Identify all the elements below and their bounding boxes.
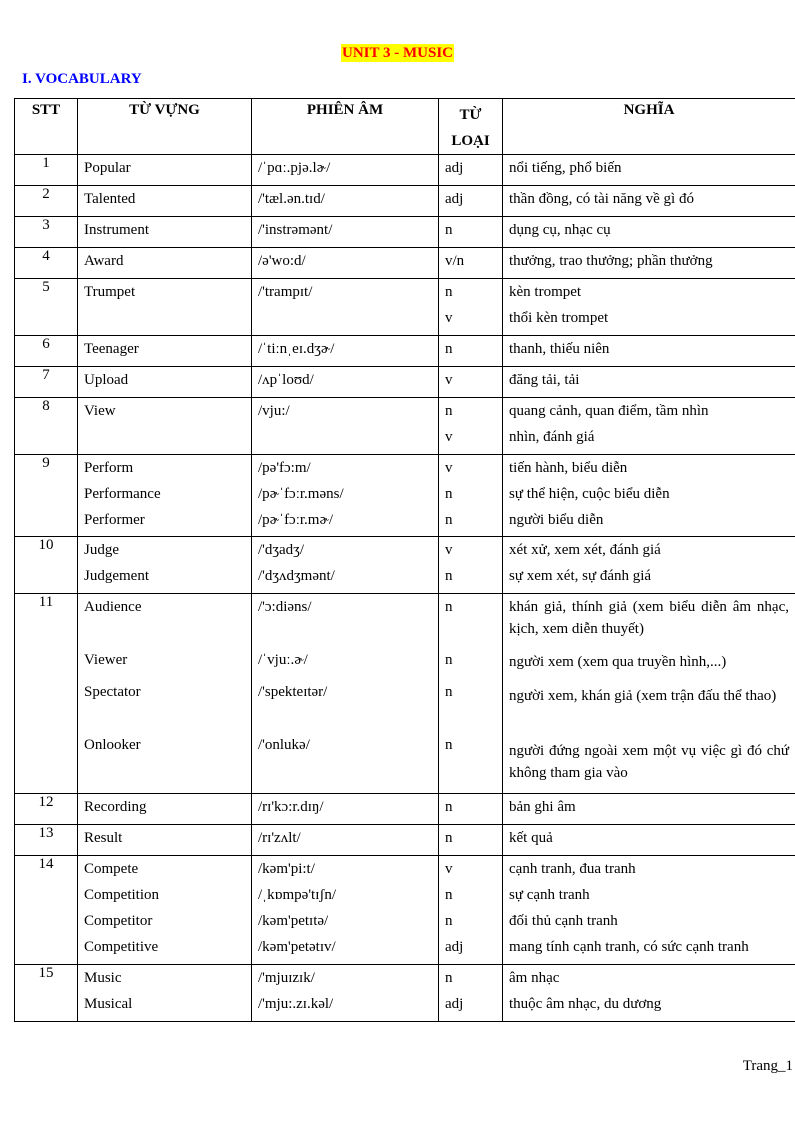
entry-meaning: mang tính cạnh tranh, có sức cạnh tranh — [509, 939, 749, 955]
header-type-line1: TỪ — [459, 107, 482, 123]
word-cell — [78, 367, 252, 398]
type-cell — [439, 155, 503, 186]
entry-word: Compete — [84, 861, 139, 877]
entry-meaning: bản ghi âm — [509, 799, 576, 815]
entry-type: n — [445, 486, 453, 502]
meaning-cell — [503, 537, 795, 594]
word-cell — [78, 155, 252, 186]
word-cell — [78, 336, 252, 367]
entry-meaning: đăng tải, tải — [509, 372, 580, 388]
row-number: 12 — [15, 794, 78, 825]
entry-meaning: sự thể hiện, cuộc biểu diễn — [509, 486, 670, 502]
entry-type: v — [445, 310, 453, 326]
section-heading: I. VOCABULARY — [22, 71, 142, 87]
entry-type: v — [445, 460, 453, 476]
entry-word: Competitive — [84, 939, 159, 955]
word-cell — [78, 398, 252, 455]
type-cell — [439, 186, 503, 217]
meaning-cell — [503, 455, 795, 537]
entry-type: n — [445, 568, 453, 584]
word-cell — [78, 825, 252, 856]
row-number: 14 — [15, 856, 78, 965]
phonetic-cell — [252, 965, 439, 1022]
entry-type: v — [445, 861, 453, 877]
type-cell — [439, 248, 503, 279]
entry-ipa: /kəm'pi:t/ — [258, 861, 315, 877]
row-number: 13 — [15, 825, 78, 856]
table-row — [15, 856, 795, 965]
entry-meaning: dụng cụ, nhạc cụ — [509, 222, 611, 238]
entry-meaning: đối thủ cạnh tranh — [509, 913, 618, 929]
entry-ipa: /kəm'petətɪv/ — [258, 939, 336, 955]
entry-type: n — [445, 970, 453, 986]
entry-word: Trumpet — [84, 284, 136, 300]
phonetic-cell — [252, 398, 439, 455]
word-cell — [78, 794, 252, 825]
entry-ipa: /ˌkɒmpə'tɪʃn/ — [258, 887, 337, 903]
row-number: 1 — [15, 155, 78, 186]
table-row — [15, 336, 795, 367]
entry-ipa: /pɚˈfɔːr.məns/ — [258, 486, 344, 502]
entry-word: Performance — [84, 486, 161, 502]
header-row — [15, 99, 795, 155]
table-row — [15, 537, 795, 594]
entry-meaning: quang cảnh, quan điểm, tầm nhìn — [509, 403, 709, 419]
entry-word: Music — [84, 970, 122, 986]
meaning-cell — [503, 186, 795, 217]
row-number: 15 — [15, 965, 78, 1022]
entry-ipa: /'dʒʌdʒmənt/ — [258, 568, 335, 584]
entry-word: Talented — [84, 191, 136, 207]
type-cell — [439, 336, 503, 367]
type-cell — [439, 398, 503, 455]
phonetic-cell — [252, 594, 439, 794]
entry-meaning: kết quả — [509, 830, 553, 846]
phonetic-cell — [252, 455, 439, 537]
phonetic-cell — [252, 794, 439, 825]
entry-word: Result — [84, 830, 123, 846]
entry-word: Upload — [84, 372, 129, 388]
entry-word: Musical — [84, 996, 133, 1012]
entry-type: adj — [445, 191, 464, 207]
phonetic-cell — [252, 155, 439, 186]
phonetic-cell — [252, 186, 439, 217]
table-row — [15, 248, 795, 279]
entry-ipa: /ˈtiːnˌeɪ.dʒɚ/ — [258, 341, 335, 357]
meaning-cell — [503, 155, 795, 186]
meaning-cell — [503, 825, 795, 856]
meaning-cell — [503, 794, 795, 825]
header-type — [439, 99, 503, 155]
entry-ipa: /rɪ'kɔ:r.dɪŋ/ — [258, 799, 324, 815]
type-cell — [439, 965, 503, 1022]
entry-type: adj — [445, 160, 464, 176]
entry-word: Perform — [84, 460, 134, 476]
vocabulary-table — [14, 98, 795, 1022]
entry-meaning: sự cạnh tranh — [509, 887, 590, 903]
entry-type: n — [445, 913, 453, 929]
phonetic-cell — [252, 248, 439, 279]
entry-type: n — [445, 652, 453, 668]
entry-meaning: nhìn, đánh giá — [509, 429, 595, 445]
table-row — [15, 825, 795, 856]
vocabulary-body — [15, 155, 795, 1022]
entry-type: v — [445, 429, 453, 445]
entry-meaning: âm nhạc — [509, 970, 560, 986]
entry-type: n — [445, 799, 453, 815]
entry-meaning: kèn trompet — [509, 284, 582, 300]
entry-ipa: /vju:/ — [258, 403, 290, 419]
entry-meaning: khán giả, thính giả (xem biểu diễn âm nhạc, kịch, xem diễn thuyết) — [509, 599, 789, 637]
meaning-cell — [503, 217, 795, 248]
word-cell — [78, 279, 252, 336]
entry-meaning: người xem (xem qua truyền hình,...) — [509, 654, 727, 670]
meaning-cell — [503, 279, 795, 336]
entry-ipa: /rɪ'zʌlt/ — [258, 830, 301, 846]
entry-type: n — [445, 599, 453, 615]
entry-ipa: /kəm'petɪtə/ — [258, 913, 329, 929]
entry-word: Competitor — [84, 913, 153, 929]
table-row — [15, 186, 795, 217]
entry-type: n — [445, 341, 453, 357]
phonetic-cell — [252, 217, 439, 248]
header-type-line2: LOẠI — [451, 133, 490, 149]
table-row — [15, 217, 795, 248]
type-cell — [439, 455, 503, 537]
word-cell — [78, 594, 252, 794]
entry-word: Judge — [84, 542, 119, 558]
title-container — [0, 44, 795, 63]
entry-ipa: /'instrəmənt/ — [258, 222, 333, 238]
table-row — [15, 794, 795, 825]
entry-ipa: /pə'fɔ:m/ — [258, 460, 311, 476]
type-cell — [439, 367, 503, 398]
entry-ipa: /'spekteɪtər/ — [258, 684, 328, 700]
type-cell — [439, 217, 503, 248]
header-word: TỪ VỰNG — [78, 99, 252, 155]
entry-meaning: người đứng ngoài xem một vụ việc gì đó chứ không tham gia vào — [509, 743, 789, 781]
entry-word: Onlooker — [84, 737, 141, 753]
word-cell — [78, 856, 252, 965]
entry-meaning: thưởng, trao thưởng; phần thưởng — [509, 253, 713, 269]
entry-ipa: /ˈvjuː.ɚ/ — [258, 652, 308, 668]
table-row — [15, 455, 795, 537]
entry-ipa: /'onlukə/ — [258, 737, 310, 753]
entry-meaning: thổi kèn trompet — [509, 310, 609, 326]
entry-type: n — [445, 684, 453, 700]
meaning-cell — [503, 594, 795, 794]
entry-meaning: thần đồng, có tài năng về gì đó — [509, 191, 694, 207]
phonetic-cell — [252, 856, 439, 965]
row-number: 3 — [15, 217, 78, 248]
entry-word: Performer — [84, 512, 145, 528]
row-number: 7 — [15, 367, 78, 398]
entry-word: Award — [84, 253, 124, 269]
meaning-cell — [503, 336, 795, 367]
header-meaning: NGHĨA — [503, 99, 795, 155]
entry-type: n — [445, 887, 453, 903]
row-number: 2 — [15, 186, 78, 217]
row-number: 8 — [15, 398, 78, 455]
entry-ipa: /ʌpˈloʊd/ — [258, 372, 314, 388]
type-cell — [439, 794, 503, 825]
entry-word: Recording — [84, 799, 147, 815]
word-cell — [78, 455, 252, 537]
word-cell — [78, 248, 252, 279]
row-number: 11 — [15, 594, 78, 794]
meaning-cell — [503, 367, 795, 398]
page-number: Trang_1 — [742, 1058, 793, 1074]
phonetic-cell — [252, 537, 439, 594]
entry-word: Instrument — [84, 222, 149, 238]
row-number: 5 — [15, 279, 78, 336]
meaning-cell — [503, 248, 795, 279]
phonetic-cell — [252, 367, 439, 398]
entry-meaning: người xem, khán giả (xem trận đấu thể thao) — [509, 688, 777, 704]
header-phonetic: PHIÊN ÂM — [252, 99, 439, 155]
entry-type: n — [445, 403, 453, 419]
entry-meaning: thanh, thiếu niên — [509, 341, 610, 357]
entry-ipa: /pɚˈfɔːr.mɚ/ — [258, 512, 334, 528]
entry-meaning: sự xem xét, sự đánh giá — [509, 568, 652, 584]
entry-word: Popular — [84, 160, 131, 176]
entry-word: Viewer — [84, 652, 128, 668]
entry-ipa: /'dʒadʒ/ — [258, 542, 305, 558]
table-row — [15, 965, 795, 1022]
entry-type: n — [445, 830, 453, 846]
table-row — [15, 279, 795, 336]
entry-ipa: /'ɔ:diəns/ — [258, 599, 312, 615]
row-number: 9 — [15, 455, 78, 537]
word-cell — [78, 217, 252, 248]
entry-ipa: /'tæl.ən.tɪd/ — [258, 191, 325, 207]
row-number: 6 — [15, 336, 78, 367]
word-cell — [78, 537, 252, 594]
type-cell — [439, 279, 503, 336]
header-stt: STT — [15, 99, 78, 155]
entry-meaning: người biểu diễn — [509, 512, 604, 528]
row-number: 10 — [15, 537, 78, 594]
entry-word: View — [84, 403, 116, 419]
entry-ipa: /'mju:.zɪ.kəl/ — [258, 996, 334, 1012]
entry-type: n — [445, 284, 453, 300]
type-cell — [439, 537, 503, 594]
phonetic-cell — [252, 279, 439, 336]
word-cell — [78, 186, 252, 217]
table-row — [15, 155, 795, 186]
entry-type: n — [445, 737, 453, 753]
entry-meaning: xét xử, xem xét, đánh giá — [509, 542, 661, 558]
entry-type: adj — [445, 939, 464, 955]
entry-ipa: /'trampɪt/ — [258, 284, 313, 300]
type-cell — [439, 825, 503, 856]
entry-ipa: /'mjuɪzɪk/ — [258, 970, 315, 986]
entry-meaning: tiến hành, biểu diễn — [509, 460, 628, 476]
entry-ipa: /ə'wo:d/ — [258, 253, 306, 269]
entry-ipa: /ˈpɑː.pjə.lɚ/ — [258, 160, 331, 176]
entry-word: Teenager — [84, 341, 139, 357]
word-cell — [78, 965, 252, 1022]
entry-word: Competition — [84, 887, 159, 903]
row-number: 4 — [15, 248, 78, 279]
phonetic-cell — [252, 825, 439, 856]
entry-word: Judgement — [84, 568, 149, 584]
entry-meaning: thuộc âm nhạc, du dương — [509, 996, 662, 1012]
entry-meaning: cạnh tranh, đua tranh — [509, 861, 636, 877]
table-row — [15, 594, 795, 794]
meaning-cell — [503, 856, 795, 965]
entry-type: v — [445, 372, 453, 388]
type-cell — [439, 594, 503, 794]
entry-type: n — [445, 512, 453, 528]
table-row — [15, 398, 795, 455]
entry-type: adj — [445, 996, 464, 1012]
meaning-cell — [503, 965, 795, 1022]
entry-type: v — [445, 542, 453, 558]
meaning-cell — [503, 398, 795, 455]
entry-word: Spectator — [84, 684, 141, 700]
entry-type: n — [445, 222, 453, 238]
entry-meaning: nổi tiếng, phổ biến — [509, 160, 622, 176]
entry-word: Audience — [84, 599, 142, 615]
phonetic-cell — [252, 336, 439, 367]
type-cell — [439, 856, 503, 965]
entry-type: v/n — [445, 253, 465, 269]
table-row — [15, 367, 795, 398]
page-title: UNIT 3 - MUSIC — [342, 45, 453, 61]
